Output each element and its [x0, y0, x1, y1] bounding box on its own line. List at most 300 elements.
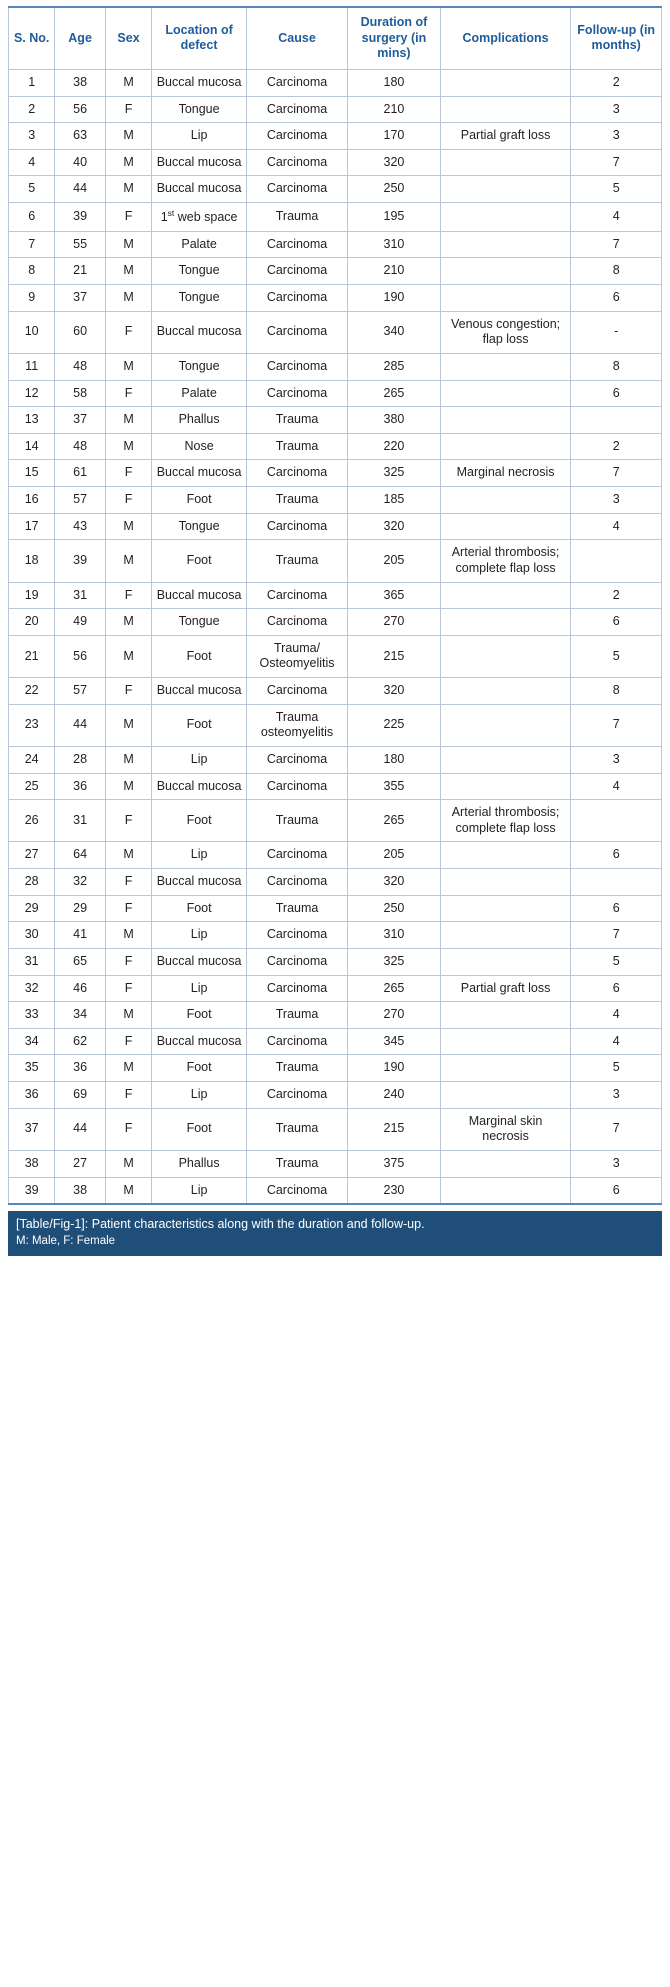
table-row [9, 800, 662, 842]
cell-sex: M [105, 609, 151, 636]
cell-serial: 20 [9, 609, 55, 636]
column-header-duration: Duration of surgery (in mins) [348, 7, 441, 69]
table-row [9, 773, 662, 800]
table-row [9, 258, 662, 285]
cell-age: 36 [55, 1055, 106, 1082]
cell-serial: 4 [9, 149, 55, 176]
table-row [9, 176, 662, 203]
table-row [9, 285, 662, 312]
cell-cause: Carcinoma [246, 922, 347, 949]
cell-serial: 30 [9, 922, 55, 949]
cell-age: 57 [55, 678, 106, 705]
cell-cause: Carcinoma [246, 948, 347, 975]
cell-serial: 18 [9, 540, 55, 582]
patient-characteristics-table [8, 6, 662, 1205]
cell-duration: 205 [348, 842, 441, 869]
table-row [9, 149, 662, 176]
cell-sex: F [105, 948, 151, 975]
cell-age: 38 [55, 1177, 106, 1204]
cell-cause: Trauma [246, 203, 347, 232]
cell-duration: 190 [348, 1055, 441, 1082]
cell-cause: Carcinoma [246, 96, 347, 123]
table-row [9, 895, 662, 922]
cell-location: Lip [152, 1082, 247, 1109]
cell-age: 48 [55, 353, 106, 380]
cell-location: Foot [152, 800, 247, 842]
cell-serial: 28 [9, 869, 55, 896]
cell-cause: Trauma [246, 433, 347, 460]
table-row [9, 1082, 662, 1109]
cell-age: 37 [55, 285, 106, 312]
cell-followup: 7 [571, 1108, 662, 1150]
cell-duration: 320 [348, 869, 441, 896]
cell-cause: Trauma [246, 1002, 347, 1029]
cell-cause: Carcinoma [246, 231, 347, 258]
cell-duration: 320 [348, 678, 441, 705]
cell-cause: Carcinoma [246, 176, 347, 203]
table-row [9, 975, 662, 1002]
cell-sex: M [105, 635, 151, 677]
cell-duration: 325 [348, 948, 441, 975]
table-body [9, 69, 662, 1204]
cell-duration: 180 [348, 746, 441, 773]
table-row [9, 704, 662, 746]
cell-duration: 325 [348, 460, 441, 487]
cell-location: Lip [152, 975, 247, 1002]
table-row [9, 1028, 662, 1055]
cell-complications: Arterial thrombosis; complete flap loss [440, 540, 571, 582]
cell-location: Tongue [152, 609, 247, 636]
cell-cause: Trauma [246, 895, 347, 922]
cell-followup: 7 [571, 149, 662, 176]
cell-cause: Carcinoma [246, 842, 347, 869]
cell-sex: M [105, 1055, 151, 1082]
cell-cause: Carcinoma [246, 582, 347, 609]
cell-followup: 2 [571, 582, 662, 609]
cell-sex: M [105, 285, 151, 312]
cell-duration: 215 [348, 1108, 441, 1150]
cell-serial: 34 [9, 1028, 55, 1055]
cell-followup: 5 [571, 948, 662, 975]
cell-location: Foot [152, 704, 247, 746]
cell-location: Lip [152, 922, 247, 949]
cell-followup [571, 869, 662, 896]
cell-age: 46 [55, 975, 106, 1002]
cell-sex: F [105, 1108, 151, 1150]
cell-age: 28 [55, 746, 106, 773]
cell-sex: M [105, 353, 151, 380]
cell-age: 56 [55, 635, 106, 677]
cell-followup: 3 [571, 1082, 662, 1109]
table-row [9, 540, 662, 582]
table-row [9, 123, 662, 150]
cell-cause: Carcinoma [246, 460, 347, 487]
table-row [9, 746, 662, 773]
table-row [9, 948, 662, 975]
cell-complications [440, 746, 571, 773]
cell-duration: 185 [348, 487, 441, 514]
cell-cause: Trauma [246, 407, 347, 434]
cell-cause: Carcinoma [246, 353, 347, 380]
cell-complications: Venous congestion; flap loss [440, 311, 571, 353]
cell-followup: 3 [571, 746, 662, 773]
cell-complications [440, 231, 571, 258]
cell-serial: 11 [9, 353, 55, 380]
cell-sex: M [105, 773, 151, 800]
cell-sex: M [105, 513, 151, 540]
cell-sex: M [105, 922, 151, 949]
cell-complications [440, 635, 571, 677]
cell-duration: 375 [348, 1150, 441, 1177]
cell-sex: M [105, 704, 151, 746]
cell-complications [440, 433, 571, 460]
cell-duration: 320 [348, 149, 441, 176]
cell-followup: 8 [571, 258, 662, 285]
cell-duration: 365 [348, 582, 441, 609]
cell-followup: 7 [571, 704, 662, 746]
cell-complications [440, 407, 571, 434]
table-row [9, 1002, 662, 1029]
cell-age: 41 [55, 922, 106, 949]
cell-cause: Carcinoma [246, 513, 347, 540]
cell-complications [440, 582, 571, 609]
cell-serial: 1 [9, 69, 55, 96]
table-row [9, 407, 662, 434]
table-row [9, 678, 662, 705]
cell-age: 44 [55, 704, 106, 746]
table-header-row [9, 7, 662, 69]
figure-caption [8, 1211, 662, 1255]
cell-serial: 12 [9, 380, 55, 407]
cell-age: 57 [55, 487, 106, 514]
table-row [9, 353, 662, 380]
cell-location: Foot [152, 1108, 247, 1150]
cell-cause: Trauma [246, 1108, 347, 1150]
cell-sex: F [105, 96, 151, 123]
table-row [9, 96, 662, 123]
cell-complications [440, 487, 571, 514]
cell-complications [440, 353, 571, 380]
cell-duration: 230 [348, 1177, 441, 1204]
cell-duration: 355 [348, 773, 441, 800]
cell-age: 58 [55, 380, 106, 407]
cell-cause: Trauma [246, 800, 347, 842]
cell-age: 62 [55, 1028, 106, 1055]
cell-age: 37 [55, 407, 106, 434]
table-row [9, 1108, 662, 1150]
cell-location: Palate [152, 380, 247, 407]
cell-cause: Carcinoma [246, 773, 347, 800]
table-row [9, 460, 662, 487]
cell-followup: 4 [571, 203, 662, 232]
cell-sex: F [105, 895, 151, 922]
cell-serial: 2 [9, 96, 55, 123]
cell-location: Foot [152, 635, 247, 677]
cell-sex: M [105, 149, 151, 176]
cell-serial: 35 [9, 1055, 55, 1082]
cell-followup: 6 [571, 842, 662, 869]
cell-location: Buccal mucosa [152, 582, 247, 609]
cell-serial: 29 [9, 895, 55, 922]
cell-location: Lip [152, 746, 247, 773]
cell-serial: 19 [9, 582, 55, 609]
cell-duration: 225 [348, 704, 441, 746]
cell-cause: Carcinoma [246, 609, 347, 636]
cell-sex: F [105, 975, 151, 1002]
cell-cause: Carcinoma [246, 1082, 347, 1109]
cell-location: Lip [152, 123, 247, 150]
cell-followup: 3 [571, 1150, 662, 1177]
cell-sex: F [105, 678, 151, 705]
cell-cause: Trauma [246, 1055, 347, 1082]
cell-complications [440, 895, 571, 922]
cell-complications [440, 704, 571, 746]
cell-age: 32 [55, 869, 106, 896]
cell-complications [440, 1055, 571, 1082]
cell-sex: M [105, 1002, 151, 1029]
cell-location: Buccal mucosa [152, 948, 247, 975]
cell-complications [440, 513, 571, 540]
table-row [9, 311, 662, 353]
cell-cause: Carcinoma [246, 380, 347, 407]
cell-age: 39 [55, 203, 106, 232]
cell-duration: 310 [348, 922, 441, 949]
cell-followup: 6 [571, 1177, 662, 1204]
cell-followup: 4 [571, 513, 662, 540]
cell-duration: 345 [348, 1028, 441, 1055]
cell-duration: 265 [348, 380, 441, 407]
cell-duration: 240 [348, 1082, 441, 1109]
cell-sex: F [105, 869, 151, 896]
cell-cause: Carcinoma [246, 69, 347, 96]
column-header-serial: S. No. [9, 7, 55, 69]
cell-duration: 285 [348, 353, 441, 380]
cell-age: 38 [55, 69, 106, 96]
caption-label: [Table/Fig-1]: [16, 1217, 89, 1232]
cell-cause: Carcinoma [246, 975, 347, 1002]
table-row [9, 842, 662, 869]
cell-followup: 6 [571, 895, 662, 922]
cell-serial: 26 [9, 800, 55, 842]
cell-cause: Carcinoma [246, 678, 347, 705]
table-row [9, 380, 662, 407]
cell-followup: 3 [571, 96, 662, 123]
cell-serial: 25 [9, 773, 55, 800]
table-row [9, 231, 662, 258]
cell-duration: 270 [348, 1002, 441, 1029]
cell-complications [440, 842, 571, 869]
cell-location: Buccal mucosa [152, 311, 247, 353]
cell-sex: M [105, 123, 151, 150]
cell-complications [440, 609, 571, 636]
cell-complications [440, 285, 571, 312]
cell-serial: 38 [9, 1150, 55, 1177]
cell-complications [440, 1028, 571, 1055]
table-row [9, 1055, 662, 1082]
cell-followup: 4 [571, 1028, 662, 1055]
cell-serial: 14 [9, 433, 55, 460]
cell-sex: F [105, 203, 151, 232]
cell-complications [440, 1082, 571, 1109]
cell-followup: 7 [571, 231, 662, 258]
table-row [9, 1177, 662, 1204]
cell-duration: 210 [348, 96, 441, 123]
cell-sex: M [105, 1150, 151, 1177]
cell-duration: 320 [348, 513, 441, 540]
cell-followup: 7 [571, 922, 662, 949]
cell-duration: 270 [348, 609, 441, 636]
cell-complications: Marginal skin necrosis [440, 1108, 571, 1150]
cell-location: 1st web space [152, 203, 247, 232]
cell-serial: 33 [9, 1002, 55, 1029]
cell-location: Tongue [152, 513, 247, 540]
cell-location: Foot [152, 895, 247, 922]
cell-location: Foot [152, 487, 247, 514]
cell-cause: Carcinoma [246, 746, 347, 773]
cell-followup: 5 [571, 1055, 662, 1082]
cell-age: 49 [55, 609, 106, 636]
cell-serial: 24 [9, 746, 55, 773]
cell-location: Foot [152, 540, 247, 582]
cell-age: 40 [55, 149, 106, 176]
cell-serial: 27 [9, 842, 55, 869]
cell-location: Nose [152, 433, 247, 460]
cell-complications [440, 96, 571, 123]
cell-sex: F [105, 1082, 151, 1109]
cell-cause: Trauma [246, 487, 347, 514]
table-row [9, 487, 662, 514]
cell-sex: M [105, 176, 151, 203]
cell-age: 34 [55, 1002, 106, 1029]
cell-cause: Carcinoma [246, 258, 347, 285]
cell-duration: 195 [348, 203, 441, 232]
cell-complications: Arterial thrombosis; complete flap loss [440, 800, 571, 842]
cell-cause: Carcinoma [246, 149, 347, 176]
cell-location: Phallus [152, 407, 247, 434]
cell-complications: Marginal necrosis [440, 460, 571, 487]
cell-age: 63 [55, 123, 106, 150]
cell-complications [440, 948, 571, 975]
cell-location: Buccal mucosa [152, 149, 247, 176]
cell-sex: M [105, 69, 151, 96]
table-row [9, 922, 662, 949]
cell-serial: 7 [9, 231, 55, 258]
cell-followup: 5 [571, 635, 662, 677]
cell-complications [440, 69, 571, 96]
cell-location: Tongue [152, 258, 247, 285]
cell-complications [440, 149, 571, 176]
cell-sex: M [105, 231, 151, 258]
cell-serial: 21 [9, 635, 55, 677]
cell-sex: M [105, 433, 151, 460]
cell-age: 43 [55, 513, 106, 540]
cell-complications [440, 380, 571, 407]
cell-duration: 250 [348, 176, 441, 203]
cell-sex: M [105, 842, 151, 869]
cell-serial: 23 [9, 704, 55, 746]
table-header [9, 7, 662, 69]
cell-followup: 2 [571, 433, 662, 460]
cell-followup [571, 407, 662, 434]
cell-sex: M [105, 540, 151, 582]
cell-age: 27 [55, 1150, 106, 1177]
cell-followup: 7 [571, 460, 662, 487]
cell-location: Lip [152, 1177, 247, 1204]
cell-age: 21 [55, 258, 106, 285]
cell-location: Buccal mucosa [152, 869, 247, 896]
cell-cause: Trauma [246, 1150, 347, 1177]
cell-complications [440, 1002, 571, 1029]
cell-duration: 180 [348, 69, 441, 96]
column-header-cause: Cause [246, 7, 347, 69]
cell-complications [440, 922, 571, 949]
cell-cause: Carcinoma [246, 1177, 347, 1204]
cell-location: Buccal mucosa [152, 1028, 247, 1055]
cell-sex: F [105, 380, 151, 407]
cell-complications: Partial graft loss [440, 975, 571, 1002]
cell-followup: 2 [571, 69, 662, 96]
cell-location: Buccal mucosa [152, 69, 247, 96]
cell-cause: Carcinoma [246, 1028, 347, 1055]
cell-location: Tongue [152, 96, 247, 123]
cell-age: 60 [55, 311, 106, 353]
cell-duration: 170 [348, 123, 441, 150]
cell-sex: M [105, 1177, 151, 1204]
cell-followup: 4 [571, 1002, 662, 1029]
cell-location: Foot [152, 1055, 247, 1082]
caption-text: Patient characteristics along with the duration and follow-up. [88, 1217, 425, 1232]
table-row [9, 869, 662, 896]
cell-cause: Carcinoma [246, 311, 347, 353]
cell-age: 48 [55, 433, 106, 460]
cell-sex: F [105, 582, 151, 609]
cell-serial: 37 [9, 1108, 55, 1150]
cell-age: 44 [55, 176, 106, 203]
cell-followup: 6 [571, 975, 662, 1002]
cell-location: Tongue [152, 285, 247, 312]
cell-age: 56 [55, 96, 106, 123]
cell-duration: 380 [348, 407, 441, 434]
cell-location: Buccal mucosa [152, 678, 247, 705]
cell-sex: F [105, 1028, 151, 1055]
caption-footnote: M: Male, F: Female [16, 1235, 116, 1248]
cell-location: Buccal mucosa [152, 773, 247, 800]
cell-sex: M [105, 407, 151, 434]
cell-location: Buccal mucosa [152, 176, 247, 203]
column-header-age: Age [55, 7, 106, 69]
cell-cause: Carcinoma [246, 123, 347, 150]
cell-duration: 215 [348, 635, 441, 677]
column-header-location: Location of defect [152, 7, 247, 69]
table-row [9, 513, 662, 540]
cell-serial: 22 [9, 678, 55, 705]
cell-duration: 190 [348, 285, 441, 312]
table-row [9, 635, 662, 677]
cell-serial: 15 [9, 460, 55, 487]
cell-followup [571, 800, 662, 842]
cell-complications [440, 869, 571, 896]
cell-complications [440, 678, 571, 705]
cell-location: Foot [152, 1002, 247, 1029]
column-header-followup: Follow-up (in months) [571, 7, 662, 69]
cell-complications [440, 258, 571, 285]
cell-duration: 220 [348, 433, 441, 460]
cell-duration: 205 [348, 540, 441, 582]
table-row [9, 1150, 662, 1177]
cell-serial: 36 [9, 1082, 55, 1109]
cell-location: Palate [152, 231, 247, 258]
cell-serial: 8 [9, 258, 55, 285]
